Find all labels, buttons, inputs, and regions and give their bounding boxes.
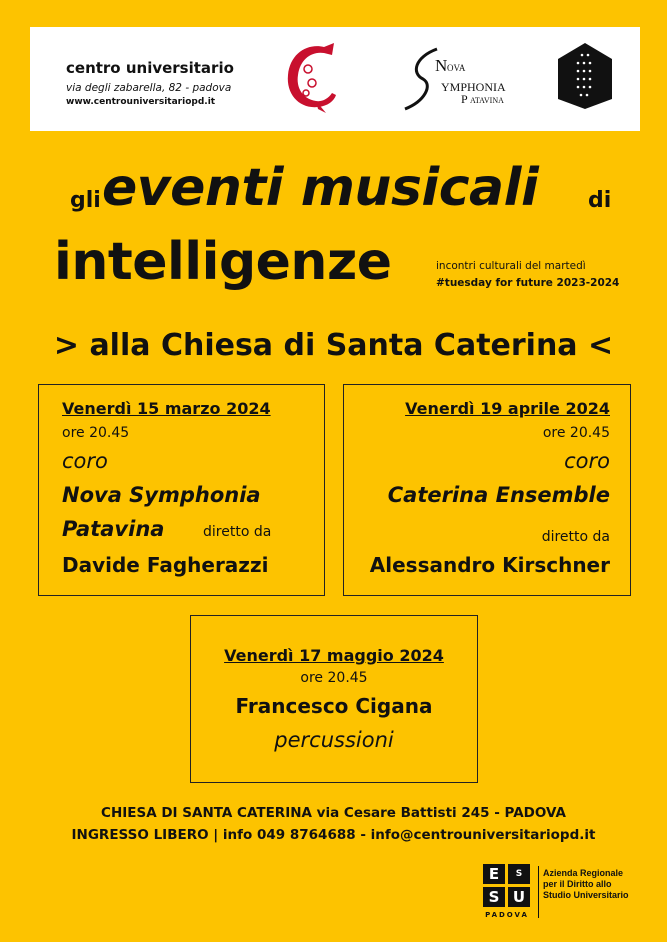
dotted-octagon-logo-icon bbox=[552, 41, 618, 111]
event-card-march bbox=[38, 384, 325, 596]
esu-desc-2: per il Diritto allo bbox=[543, 879, 612, 889]
esu-divider bbox=[538, 866, 539, 918]
nova-atavina: ATAVINA bbox=[470, 96, 504, 105]
title-prefix: gli bbox=[70, 188, 101, 213]
esu-letter-s: S bbox=[483, 887, 505, 907]
title-main: eventi musicali bbox=[102, 158, 539, 218]
venue-address: via Cesare Battisti 245 - PADOVA bbox=[311, 805, 566, 821]
event-time: ore 20.45 bbox=[62, 425, 130, 441]
nova-symphonia-logo bbox=[375, 39, 525, 117]
event-directed-by: diretto da bbox=[203, 524, 272, 540]
esu-city: PADOVA bbox=[485, 911, 529, 919]
nova-ova: OVA bbox=[447, 63, 466, 73]
esu-letter-s-top: S bbox=[508, 864, 530, 884]
venue-headline: > alla Chiesa di Santa Caterina < bbox=[53, 328, 614, 363]
org-website: www.centrouniversitariopd.it bbox=[66, 97, 216, 107]
event-ensemble-line1: Nova Symphonia bbox=[62, 483, 261, 507]
org-address: via degli zabarella, 82 - padova bbox=[66, 82, 232, 94]
event-date: Venerdì 17 maggio 2024 bbox=[224, 646, 444, 665]
nova-p: P bbox=[461, 92, 468, 106]
series-subtitle-1: incontri culturali del martedì bbox=[436, 260, 586, 272]
esu-desc-3: Studio Universitario bbox=[543, 890, 629, 900]
esu-letter-u: U bbox=[508, 887, 530, 907]
venue-name: CHIESA DI SANTA CATERINA bbox=[101, 805, 312, 821]
info-line: INGRESSO LIBERO | info 049 8764688 - info@centrouniversitariopd.it bbox=[71, 827, 596, 843]
series-title: intelligenze bbox=[54, 232, 392, 292]
event-directed-by: diretto da bbox=[541, 529, 610, 545]
event-time: ore 20.45 bbox=[542, 425, 610, 441]
header-banner bbox=[30, 27, 640, 131]
event-instrument: percussioni bbox=[274, 728, 394, 752]
org-name: centro universitario bbox=[66, 59, 234, 77]
nova-ymphonia: YMPHONIA bbox=[441, 80, 506, 94]
event-ensemble-line1: Caterina Ensemble bbox=[387, 483, 610, 507]
nova-n: N bbox=[435, 56, 448, 75]
event-date: Venerdì 19 aprile 2024 bbox=[405, 399, 610, 418]
series-subtitle-2: #tuesday for future 2023-2024 bbox=[436, 277, 620, 289]
event-director: Alessandro Kirschner bbox=[369, 553, 610, 577]
event-ensemble-line2: Patavina bbox=[62, 517, 165, 541]
event-type: coro bbox=[564, 449, 610, 473]
event-date: Venerdì 15 marzo 2024 bbox=[62, 399, 271, 418]
esu-letter-e: E bbox=[483, 864, 505, 884]
esu-desc-1: Azienda Regionale bbox=[543, 868, 624, 878]
ornate-c-logo-icon bbox=[278, 39, 342, 115]
esu-logo bbox=[483, 864, 531, 908]
event-card-may bbox=[190, 615, 478, 783]
event-type: coro bbox=[62, 449, 108, 473]
title-suffix: di bbox=[588, 188, 612, 213]
venue-address-line bbox=[0, 805, 667, 821]
event-card-april bbox=[343, 384, 631, 596]
event-director: Davide Fagherazzi bbox=[62, 553, 269, 577]
event-performer: Francesco Cigana bbox=[235, 694, 433, 718]
event-time: ore 20.45 bbox=[300, 670, 368, 686]
esu-description bbox=[543, 868, 629, 901]
